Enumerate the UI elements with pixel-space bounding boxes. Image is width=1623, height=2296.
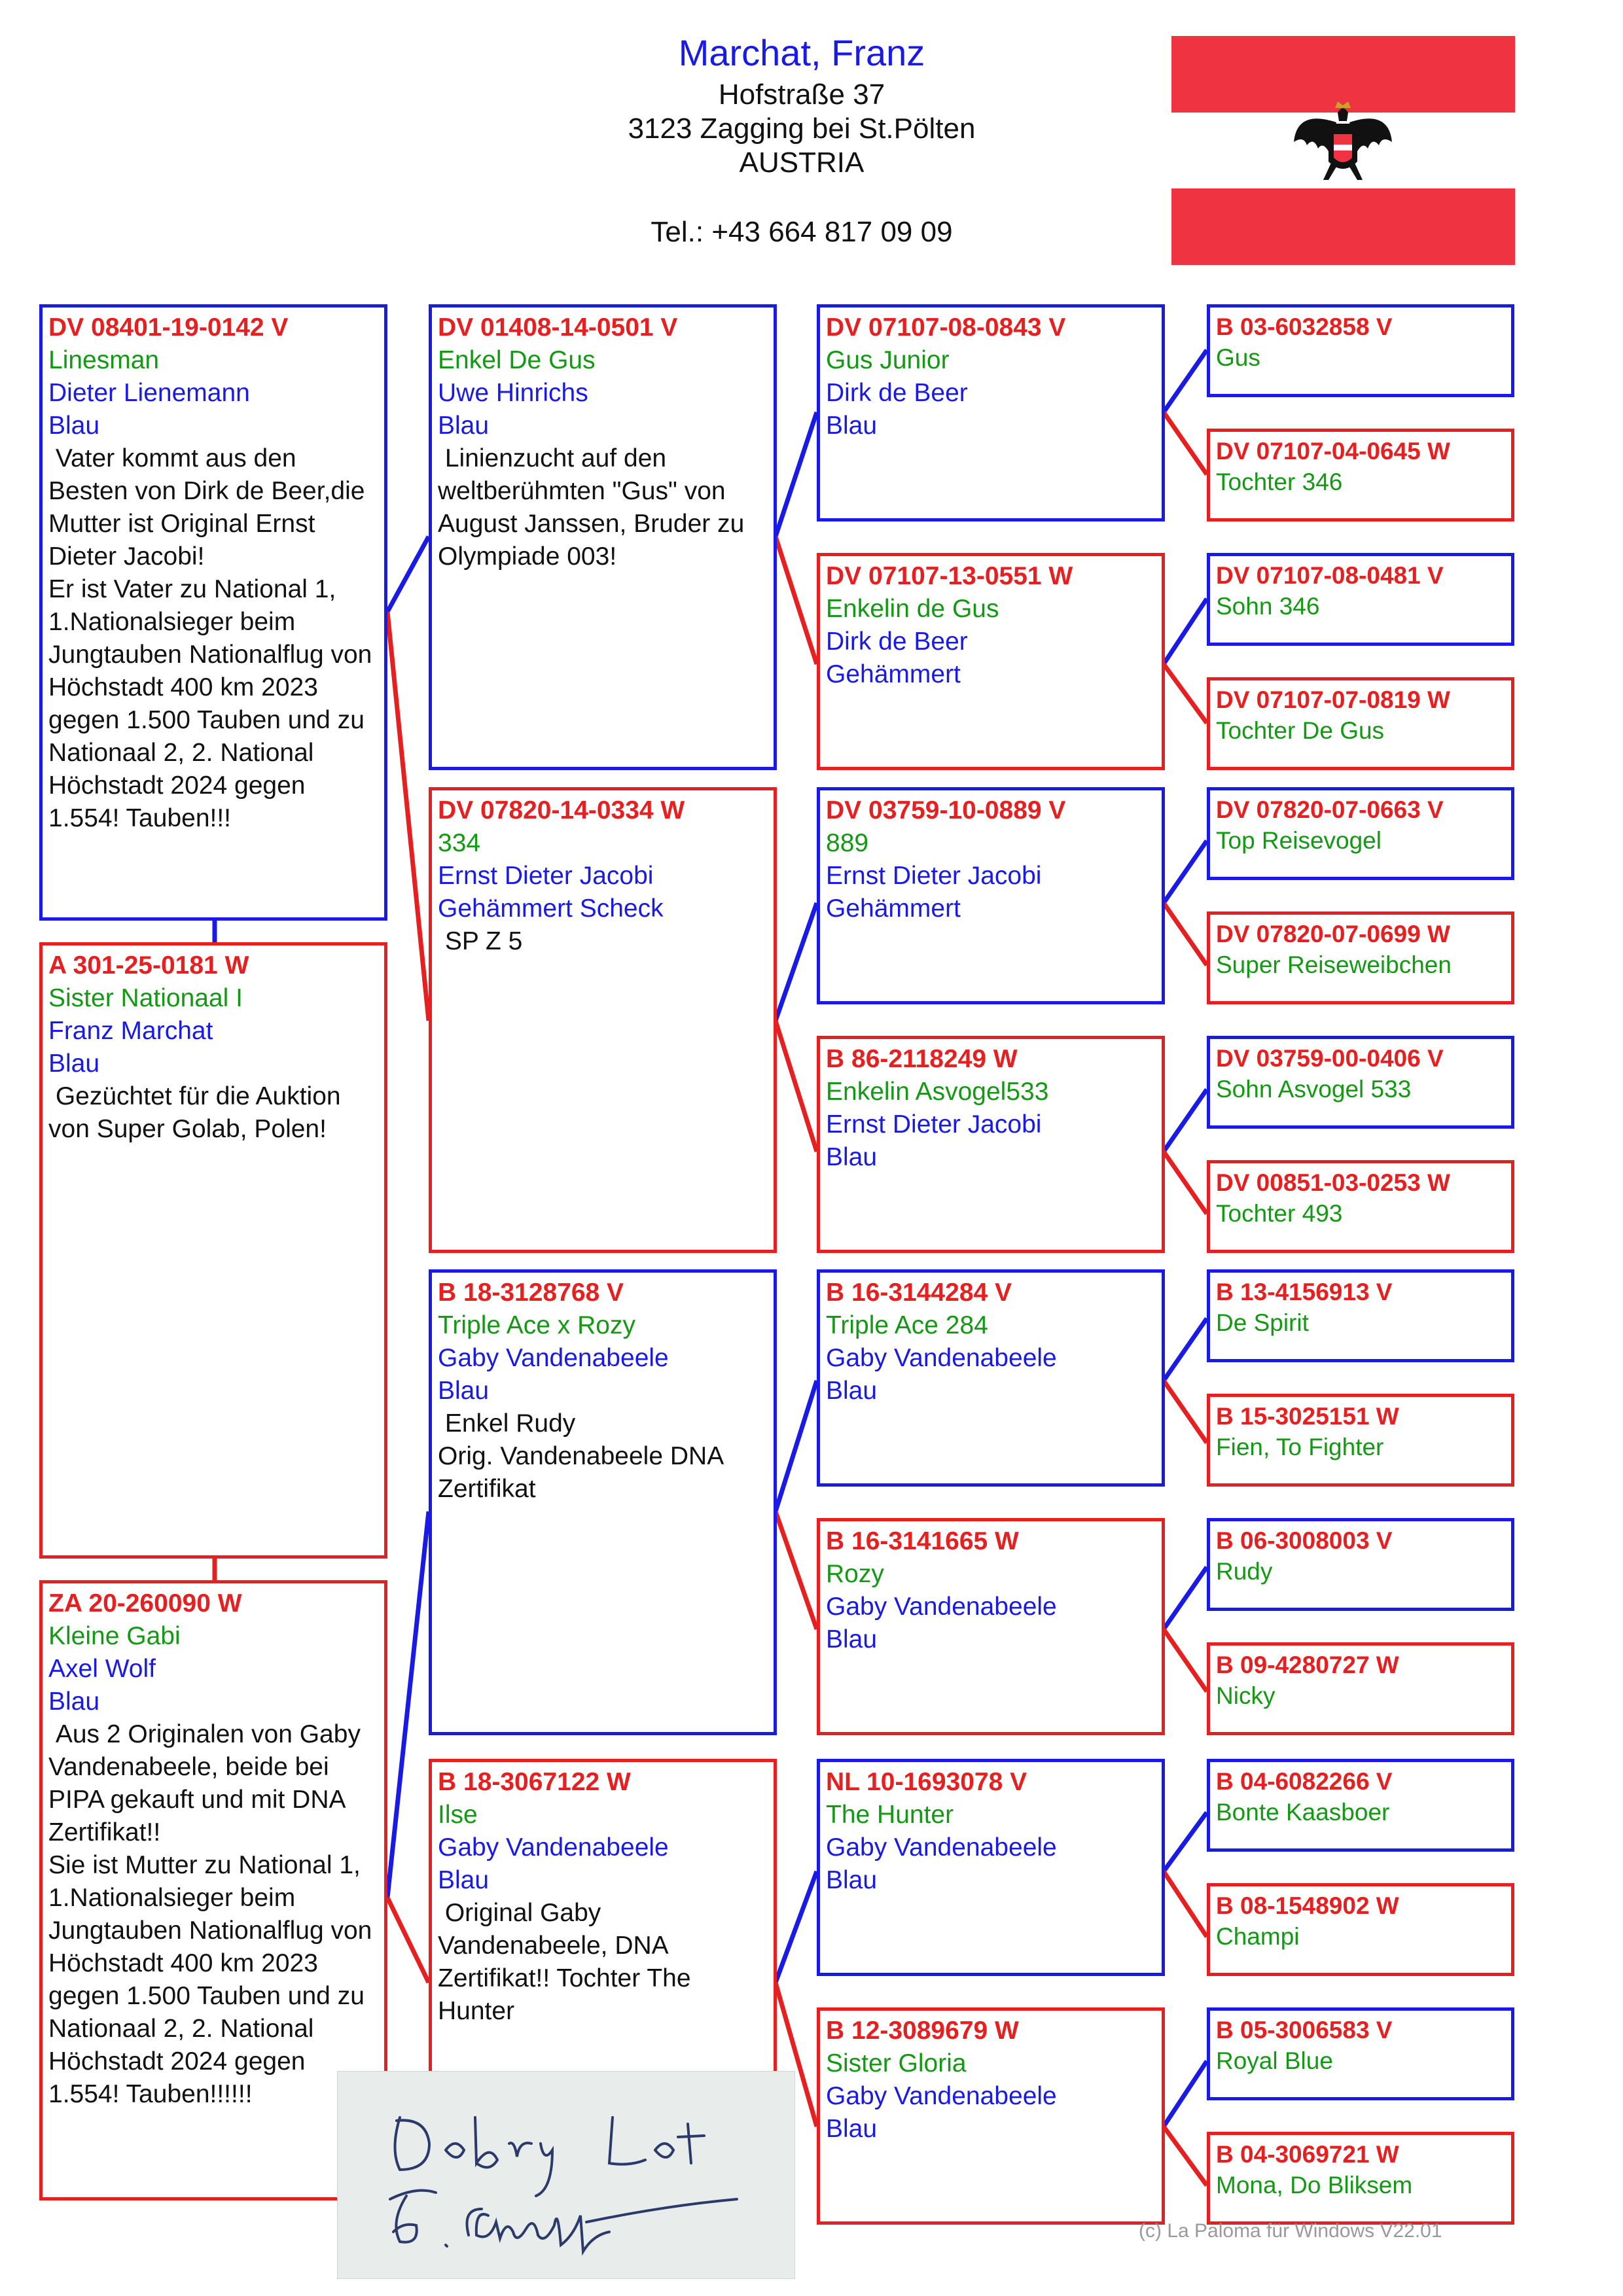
plumage-colour: Blau [48,1050,100,1078]
breeder-name: Axel Wolf [48,1655,156,1683]
plumage-colour: Gehämmert [826,660,961,688]
pedigree-card-gen5[interactable] [1207,1269,1514,1362]
handwritten-signature [337,2071,795,2279]
copyright-note: (c) La Paloma für Windows V22.01 [1139,2220,1442,2242]
pigeon-name: 889 [826,829,869,857]
pigeon-notes: SP Z 5 [438,927,523,955]
pigeon-name: Rudy [1216,1558,1273,1585]
pedigree-card-gen5[interactable] [1207,1036,1514,1129]
ring-number: B 86-2118249 W [826,1045,1018,1073]
pedigree-card-great-grandparent[interactable] [817,1036,1165,1253]
pedigree-card-grandparent[interactable] [429,787,777,1253]
ring-number: ZA 20-260090 W [48,1589,242,1617]
pedigree-card-grandparent[interactable] [429,304,777,770]
pedigree-card-great-grandparent[interactable] [817,1759,1165,1976]
pigeon-name: Top Reisevogel [1216,827,1382,854]
breeder-name: Uwe Hinrichs [438,379,588,407]
plumage-colour: Blau [826,412,878,440]
connector-dam-gp4 [387,1898,429,1983]
ring-number: DV 08401-19-0142 V [48,313,289,342]
owner-street: Hofstraße 37 [718,79,885,111]
pigeon-name: Sister Nationaal I [48,984,243,1012]
connector-sire-gp1 [387,537,429,612]
ring-number: DV 00851-03-0253 W [1216,1169,1450,1196]
pigeon-notes: Aus 2 Originalen von Gaby Vandenabeele, beide bei PIPA gekauft und mit DNA Zertifikat!! Sie ist Mutter zu National 1, 1.Nationalsieger beim Jungtauben Nationalflug von Höchstadt 400 km 2023 gegen 1.500 Tauben und zu Nationaal 2, 2. National Höchstadt 2024 gegen 1.554! Tauben!!!!!! [48,1720,372,2108]
pigeon-notes: Original Gaby Vandenabeele, DNA Zertifikat!! Tochter The Hunter [438,1899,698,2025]
pigeon-name: Sohn Asvogel 533 [1216,1076,1412,1103]
pedigree-card-gen5[interactable] [1207,1394,1514,1487]
pedigree-card-subject[interactable] [39,942,387,1559]
plumage-colour: Blau [826,1143,878,1171]
connector-gp4-ggp7 [776,1871,817,1983]
pedigree-card-great-grandparent[interactable] [817,1518,1165,1735]
pigeon-name: Royal Blue [1216,2047,1333,2074]
signature-scribble [338,2072,796,2280]
pedigree-card-gen5[interactable] [1207,1642,1514,1735]
breeder-name: Ernst Dieter Jacobi [826,862,1042,890]
pigeon-name: Mona, Do Bliksem [1216,2172,1413,2199]
pigeon-name: Sohn 346 [1216,593,1320,620]
owner-country: AUSTRIA [739,147,865,179]
pedigree-card-gen5[interactable] [1207,1160,1514,1253]
ring-number: DV 03759-00-0406 V [1216,1045,1444,1072]
breeder-name: Ernst Dieter Jacobi [438,862,654,890]
owner-phone: Tel.: +43 664 817 09 09 [651,216,953,248]
plumage-colour: Blau [826,1377,878,1405]
ring-number: B 18-3128768 V [438,1279,624,1307]
pigeon-name: Sister Gloria [826,2049,967,2077]
pedigree-card-gen5[interactable] [1207,2007,1514,2100]
plumage-colour: Gehämmert [826,894,961,923]
pedigree-card-gen5[interactable] [1207,787,1514,880]
pedigree-card-great-grandparent[interactable] [817,1269,1165,1487]
pedigree-card-grandparent[interactable] [429,1269,777,1735]
pigeon-name: Tochter 346 [1216,468,1343,495]
pigeon-name: Triple Ace x Rozy [438,1311,635,1339]
plumage-colour: Blau [826,2115,878,2143]
connector-gp1-ggp2 [776,537,817,664]
pigeon-notes: Linienzucht auf den weltberühmten "Gus" von August Janssen, Bruder zu Olympiade 003! [438,444,752,571]
breeder-name: Gaby Vandenabeele [826,1344,1057,1372]
owner-name: Marchat, Franz [678,32,925,73]
pigeon-name: Enkelin de Gus [826,595,999,623]
pigeon-notes: Vater kommt aus den Besten von Dirk de Beer,die Mutter ist Original Ernst Dieter Jacobi! Er ist Vater zu National 1, 1.Nationalsieger beim Jungtauben Nationalflug von Höchstadt 400 km 2023 gegen 1.500 Tauben und zu Nationaal 2, 2. National Höchstadt 2024 gegen 1.554! Tauben!!! [48,444,372,832]
owner-city: 3123 Zagging bei St.Pölten [628,113,976,145]
ring-number: B 13-4156913 V [1216,1279,1393,1305]
pigeon-name: Tochter De Gus [1216,717,1385,744]
pigeon-name: Tochter 493 [1216,1200,1343,1227]
plumage-colour: Blau [48,412,100,440]
ring-number: DV 07107-07-0819 W [1216,686,1450,713]
pedigree-card-gen5[interactable] [1207,304,1514,397]
plumage-colour: Blau [48,1687,100,1716]
pigeon-notes: Gezüchtet für die Auktion von Super Golab, Polen! [48,1082,348,1143]
ring-number: B 16-3141665 W [826,1527,1019,1555]
breeder-name: Gaby Vandenabeele [826,2082,1057,2110]
connector-gp3-ggp5 [776,1381,817,1511]
pigeon-name: Enkel De Gus [438,346,596,374]
connector-gp2-ggp4 [776,1021,817,1152]
pedigree-card-gen5[interactable] [1207,911,1514,1004]
pedigree-card-great-grandparent[interactable] [817,787,1165,1004]
connector-sire-gp2 [387,612,429,1021]
ring-number: DV 01408-14-0501 V [438,313,678,342]
pedigree-card-gen5[interactable] [1207,1759,1514,1852]
pedigree-card-gen5[interactable] [1207,429,1514,521]
ring-number: DV 07107-13-0551 W [826,562,1073,590]
pigeon-name: The Hunter [826,1801,954,1829]
breeder-name: Franz Marchat [48,1017,213,1045]
pigeon-name: Super Reiseweibchen [1216,951,1452,978]
breeder-name: Gaby Vandenabeele [826,1593,1057,1621]
ring-number: DV 07820-07-0699 W [1216,921,1450,947]
pigeon-name: Linesman [48,346,160,374]
pigeon-notes: Enkel Rudy Orig. Vandenabeele DNA Zertifikat [438,1409,723,1503]
pigeon-name: Fien, To Fighter [1216,1434,1384,1460]
flag-stripe-top [1171,36,1515,113]
pedigree-card-sire[interactable] [39,304,387,921]
ring-number: DV 07107-04-0645 W [1216,438,1450,465]
pigeon-name: Kleine Gabi [48,1622,181,1650]
ring-number: B 06-3008003 V [1216,1527,1393,1554]
pigeon-name: Gus [1216,344,1260,371]
breeder-name: Dirk de Beer [826,627,968,656]
connector-gp2-ggp3 [776,903,817,1021]
ring-number: B 04-6082266 V [1216,1768,1393,1795]
pedigree-card-dam[interactable] [39,1580,387,2200]
pedigree-card-great-grandparent[interactable] [817,553,1165,770]
ring-number: DV 07820-14-0334 W [438,796,685,824]
pigeon-name: Ilse [438,1801,478,1829]
pedigree-card-gen5[interactable] [1207,1518,1514,1611]
pigeon-name: Rozy [826,1560,884,1588]
breeder-name: Gaby Vandenabeele [438,1833,669,1862]
pigeon-name: Bonte Kaasboer [1216,1799,1390,1826]
ring-number: DV 07820-07-0663 V [1216,796,1444,823]
ring-number: DV 07107-08-0481 V [1216,562,1444,589]
plumage-colour: Blau [438,1377,490,1405]
breeder-name: Ernst Dieter Jacobi [826,1110,1042,1139]
pigeon-name: Champi [1216,1923,1300,1950]
breeder-name: Gaby Vandenabeele [826,1833,1057,1862]
ring-number: B 12-3089679 W [826,2017,1019,2045]
ring-number: B 08-1548902 W [1216,1892,1399,1919]
pigeon-name: Nicky [1216,1682,1275,1709]
pigeon-name: Gus Junior [826,346,950,374]
breeder-name: Dirk de Beer [826,379,968,407]
pigeon-name: 334 [438,829,481,857]
plumage-colour: Blau [826,1625,878,1653]
pigeon-name: Triple Ace 284 [826,1311,988,1339]
flag-stripe-bottom [1171,188,1515,265]
ring-number: NL 10-1693078 V [826,1768,1027,1796]
pedigree-card-great-grandparent[interactable] [817,2007,1165,2225]
ring-number: B 03-6032858 V [1216,313,1393,340]
connector-gp3-ggp6 [776,1511,817,1629]
plumage-colour: Gehämmert Scheck [438,894,664,923]
breeder-name: Gaby Vandenabeele [438,1344,669,1372]
ring-number: DV 07107-08-0843 V [826,313,1066,342]
plumage-colour: Blau [438,1866,490,1894]
plumage-colour: Blau [438,412,490,440]
pedigree-card-gen5[interactable] [1207,1883,1514,1976]
ring-number: B 18-3067122 W [438,1768,631,1796]
plumage-colour: Blau [826,1866,878,1894]
connector-gp1-ggp1 [776,412,817,537]
pedigree-card-gen5[interactable] [1207,553,1514,646]
ring-number: B 15-3025151 W [1216,1403,1399,1430]
connector-dam-gp3 [387,1511,429,1898]
pedigree-card-great-grandparent[interactable] [817,304,1165,521]
ring-number: B 09-4280727 W [1216,1651,1399,1678]
ring-number: DV 03759-10-0889 V [826,796,1066,824]
pedigree-card-gen5[interactable] [1207,2132,1514,2225]
ring-number: B 05-3006583 V [1216,2017,1393,2043]
ring-number: B 16-3144284 V [826,1279,1012,1307]
ring-number: A 301-25-0181 W [48,951,249,980]
austria-flag [1171,36,1515,265]
breeder-name: Dieter Lienemann [48,379,250,407]
pedigree-card-gen5[interactable] [1207,677,1514,770]
pigeon-name: Enkelin Asvogel533 [826,1078,1049,1106]
pigeon-name: De Spirit [1216,1309,1309,1336]
ring-number: B 04-3069721 W [1216,2141,1399,2168]
